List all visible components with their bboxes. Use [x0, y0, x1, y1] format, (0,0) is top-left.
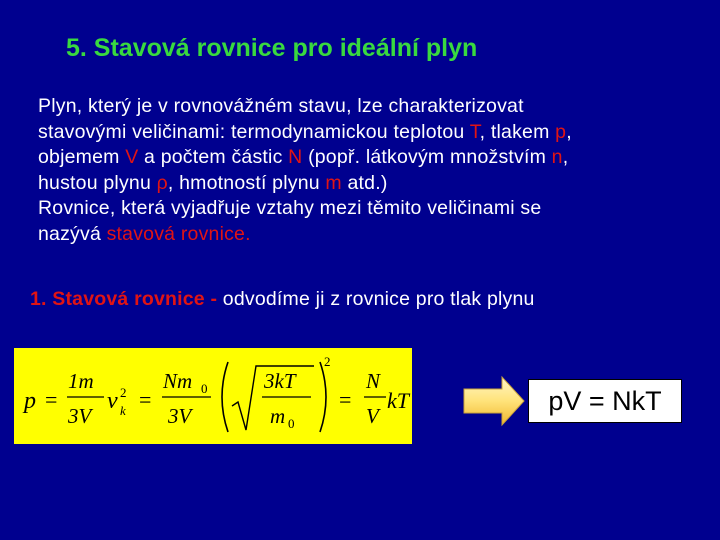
eq-right-paren: [320, 362, 326, 432]
paragraph-line: Plyn, který je v rovnovážném stavu, lze charakterizovat: [38, 95, 524, 117]
symbol-temperature: T: [469, 120, 480, 143]
paragraph-line: Rovnice, která vyjadřuje vztahy mezi těmito veličinami se: [38, 197, 542, 219]
eq-inner-num: 3kT: [264, 369, 296, 393]
eq-frac1-den: 3V: [68, 404, 92, 428]
symbol-pressure: p: [555, 120, 567, 143]
eq-inner-den: m: [270, 404, 286, 428]
result-equation: pV = NkT: [528, 379, 682, 423]
eq-outer-sup: 2: [324, 354, 331, 369]
eq-equals: =: [45, 387, 58, 412]
right-arrow-icon: [462, 375, 526, 427]
symbol-amount: n: [551, 146, 563, 168]
eq-frac3-num: N: [366, 369, 381, 393]
eq-equals: =: [339, 387, 352, 412]
eq-frac2-num-sub: 0: [201, 381, 208, 396]
equation-formula: [14, 348, 412, 444]
subheading: [30, 288, 535, 311]
symbol-density: ρ: [156, 171, 168, 194]
eq-inner-den-sub: 0: [288, 416, 295, 431]
symbol-particle-count: N: [288, 146, 303, 168]
subheading-text: odvodíme ji z rovnice pro tlak plynu: [222, 288, 535, 310]
paragraph-line: nazývá stavová rovnice.: [38, 222, 251, 245]
symbol-mass: m: [325, 171, 342, 194]
eq-v: v: [107, 388, 118, 414]
symbol-volume: V: [125, 146, 139, 168]
eq-frac2-den: 3V: [168, 404, 192, 428]
eq-frac3-den: V: [366, 404, 379, 428]
eq-v-sub: k: [120, 403, 126, 418]
paragraph-line: stavovými veličinami: termodynamickou teplotou T, tlakem p,: [38, 120, 572, 143]
slide-title: 5. Stavová rovnice pro ideální plyn: [66, 34, 478, 62]
intro-paragraph: [38, 94, 710, 247]
subheading-label: 1. Stavová rovnice -: [30, 288, 223, 310]
eq-frac1-num: 1m: [68, 369, 94, 393]
term-state-equation: stavová rovnice.: [106, 222, 251, 245]
eq-left-paren: [222, 362, 228, 432]
eq-kT: kT: [387, 388, 409, 413]
paragraph-line: objemem V a počtem částic N (popř. látkovým množstvím n,: [38, 146, 569, 168]
equation-box: [14, 348, 412, 444]
paragraph-line: hustou plynu ρ, hmotností plynu m atd.): [38, 171, 388, 194]
eq-v-sup: 2: [120, 385, 127, 400]
eq-equals: =: [139, 387, 152, 412]
eq-p: p: [24, 388, 36, 414]
eq-frac2-num: Nm: [163, 369, 193, 393]
